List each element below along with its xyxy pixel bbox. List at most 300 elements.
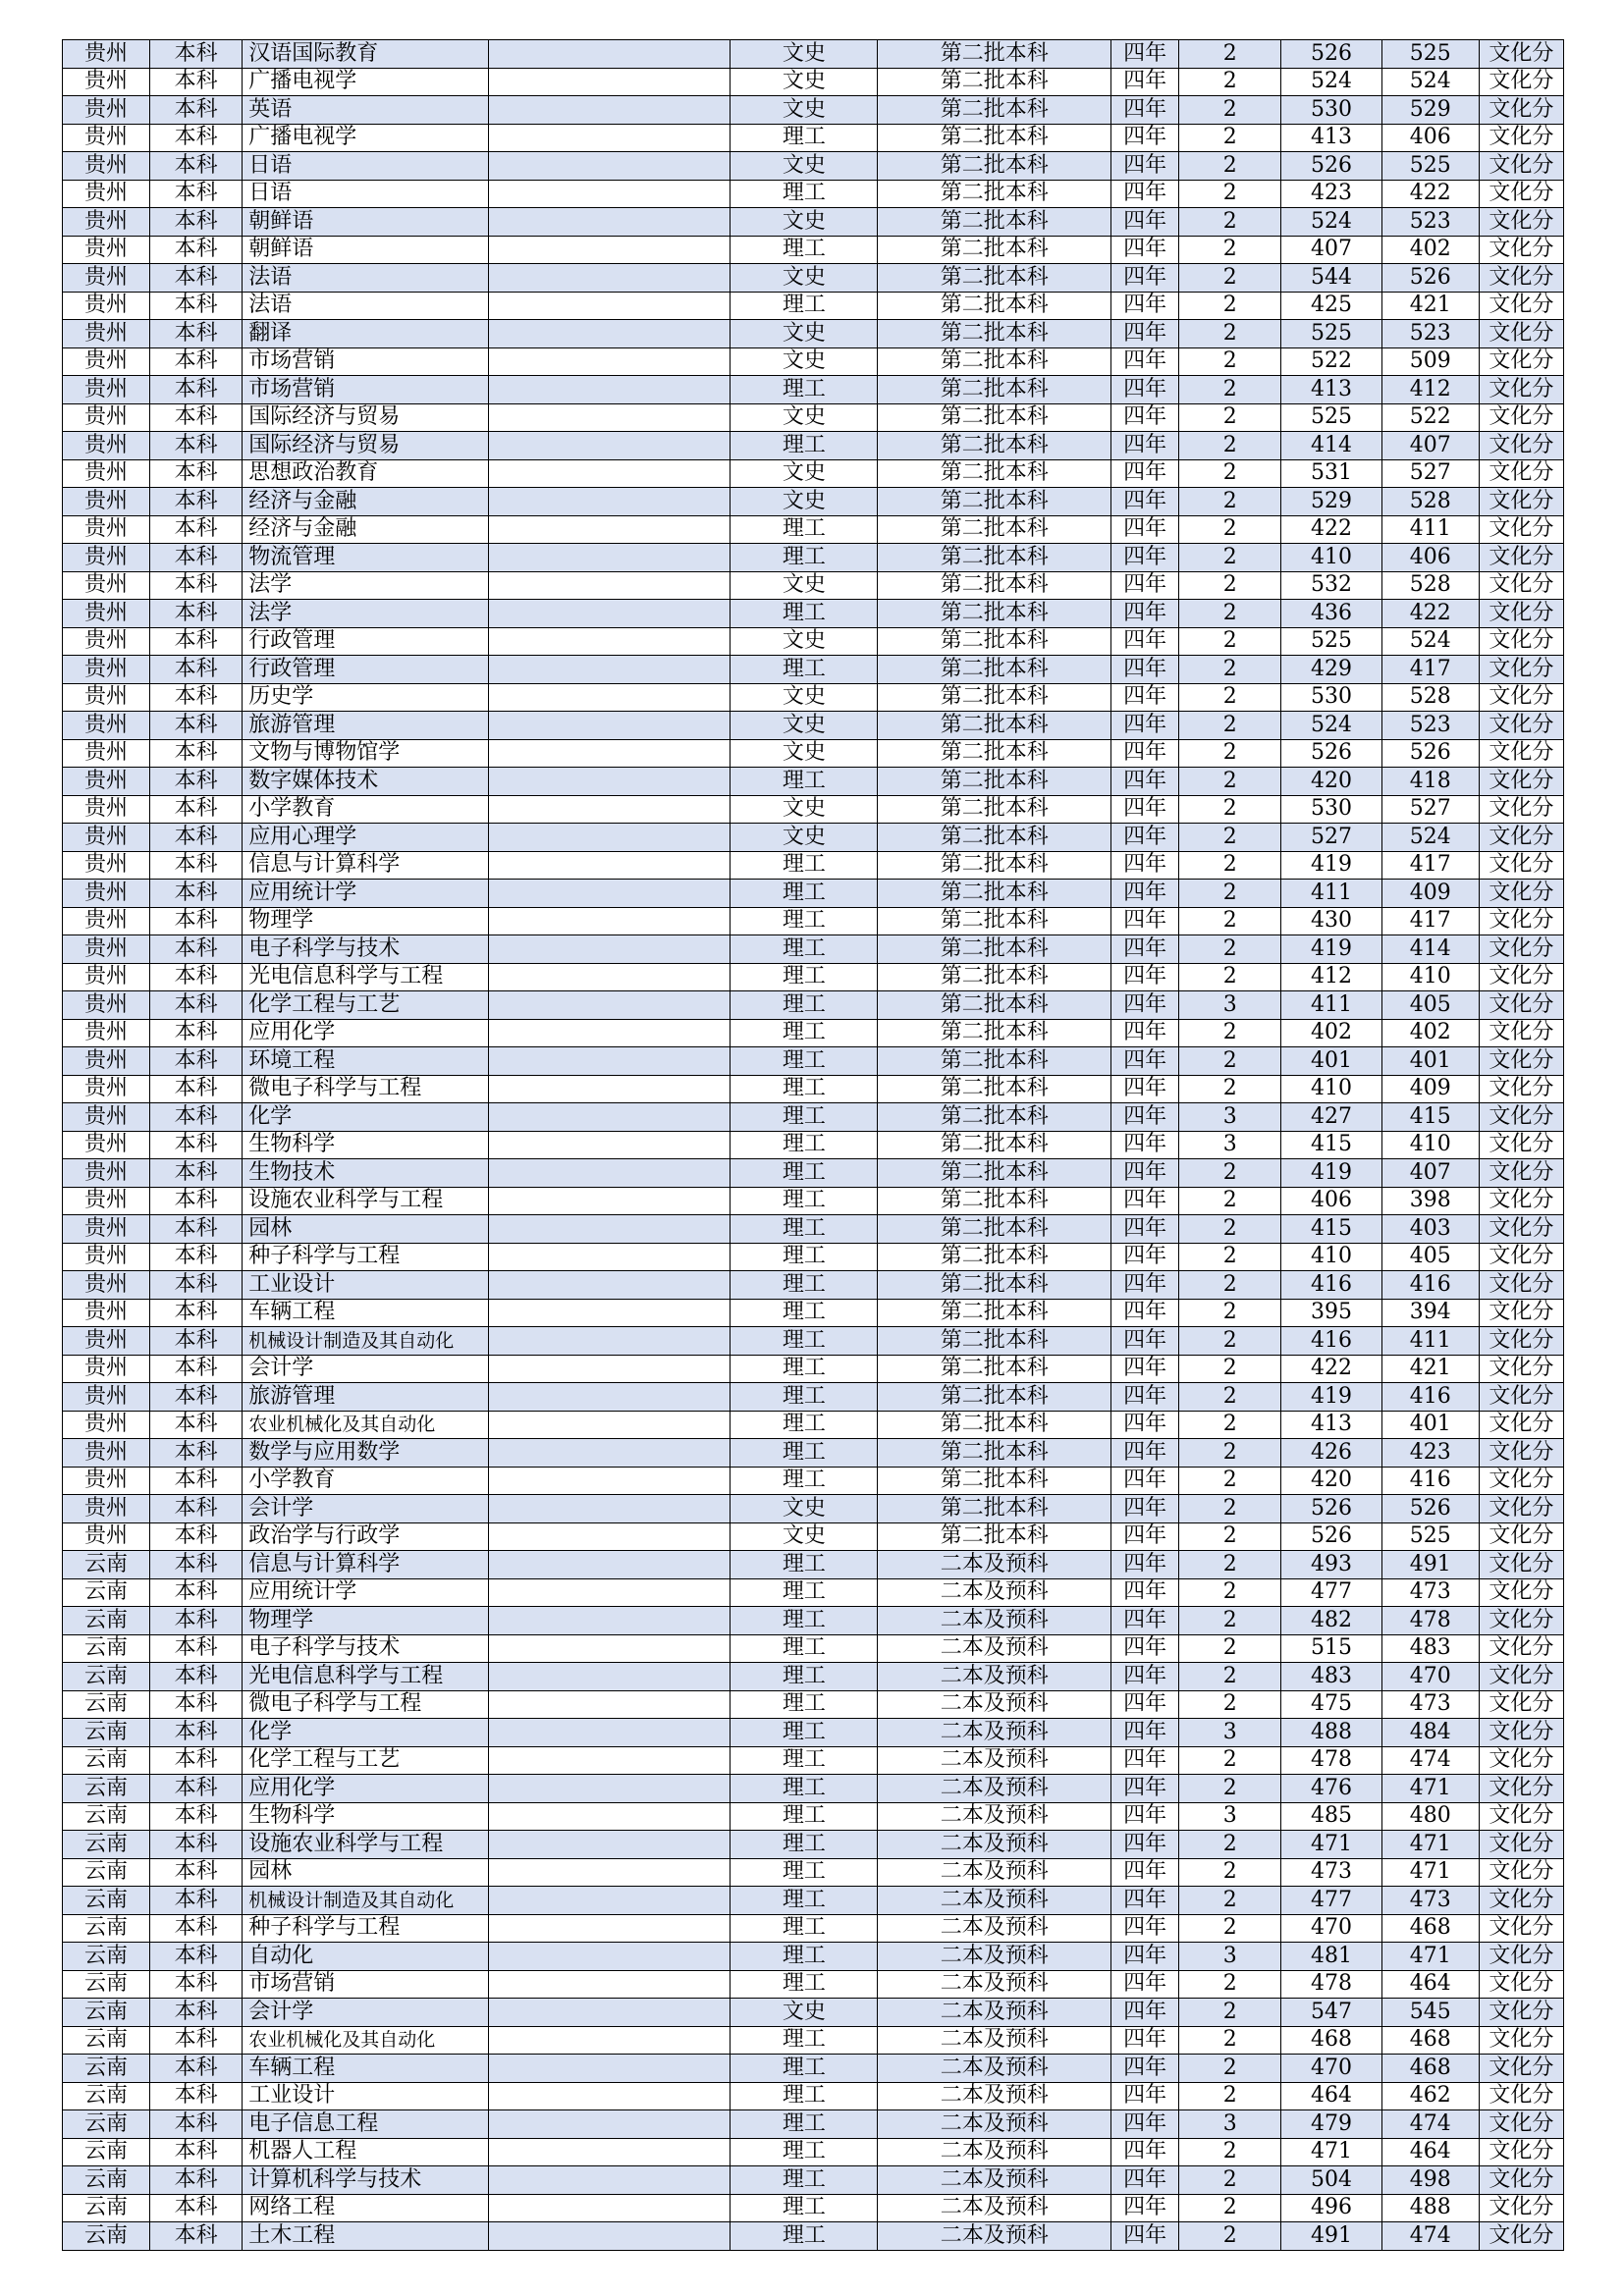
province-cell: 贵州 [63,768,150,796]
duration-cell: 四年 [1111,1019,1179,1047]
min-score-cell: 525 [1381,1522,1479,1551]
blank-cell [489,1943,731,1971]
batch-cell: 第二批本科 [878,1495,1111,1523]
level-cell: 本科 [150,1215,243,1244]
max-score-cell: 422 [1281,515,1381,544]
score-type-cell: 文化分 [1479,2110,1563,2139]
major-cell: 电子科学与技术 [243,935,489,964]
duration-cell: 四年 [1111,292,1179,320]
subject-cell: 文史 [731,1495,878,1523]
batch-cell: 第二批本科 [878,1411,1111,1439]
score-type-cell: 文化分 [1479,292,1563,320]
duration-cell: 四年 [1111,1131,1179,1159]
subject-cell: 文史 [731,68,878,96]
table-row [63,880,1564,908]
major-cell: 法语 [243,264,489,293]
min-score-cell: 491 [1381,1551,1479,1579]
province-cell: 贵州 [63,1522,150,1551]
batch-cell: 二本及预科 [878,1551,1111,1579]
min-score-cell: 401 [1381,1411,1479,1439]
min-score-cell: 402 [1381,1019,1479,1047]
table-row [63,1159,1564,1188]
score-type-cell: 文化分 [1479,1522,1563,1551]
blank-cell [489,1327,731,1356]
score-type-cell: 文化分 [1479,1999,1563,2027]
subject-cell: 理工 [731,1634,878,1663]
level-cell: 本科 [150,571,243,600]
batch-cell: 第二批本科 [878,739,1111,768]
min-score-cell: 471 [1381,1775,1479,1803]
level-cell: 本科 [150,1075,243,1103]
major-cell: 政治学与行政学 [243,1522,489,1551]
score-type-cell: 文化分 [1479,1075,1563,1103]
subject-cell: 理工 [731,1019,878,1047]
batch-cell: 第二批本科 [878,1187,1111,1215]
blank-cell [489,1802,731,1831]
province-cell: 贵州 [63,1019,150,1047]
duration-cell: 四年 [1111,236,1179,264]
batch-cell: 第二批本科 [878,571,1111,600]
table-row [63,1578,1564,1607]
plan-count-cell: 2 [1179,515,1281,544]
plan-count-cell: 3 [1179,991,1281,1020]
score-type-cell: 文化分 [1479,1690,1563,1719]
level-cell: 本科 [150,683,243,712]
level-cell: 本科 [150,1607,243,1635]
plan-count-cell: 2 [1179,1858,1281,1887]
province-cell: 云南 [63,1663,150,1691]
min-score-cell: 416 [1381,1467,1479,1495]
batch-cell: 第二批本科 [878,320,1111,348]
blank-cell [489,2110,731,2139]
table-row [63,1970,1564,1999]
table-row [63,515,1564,544]
min-score-cell: 411 [1381,515,1479,544]
batch-cell: 第二批本科 [878,795,1111,824]
batch-cell: 二本及预科 [878,1914,1111,1943]
province-cell: 贵州 [63,488,150,516]
blank-cell [489,1467,731,1495]
duration-cell: 四年 [1111,963,1179,991]
blank-cell [489,824,731,852]
major-cell: 市场营销 [243,1970,489,1999]
max-score-cell: 525 [1281,403,1381,432]
max-score-cell: 477 [1281,1578,1381,1607]
batch-cell: 第二批本科 [878,627,1111,656]
blank-cell [489,963,731,991]
plan-count-cell: 2 [1179,124,1281,152]
blank-cell [489,320,731,348]
score-type-cell: 文化分 [1479,40,1563,69]
max-score-cell: 414 [1281,432,1381,460]
major-cell: 微电子科学与工程 [243,1690,489,1719]
table-row [63,712,1564,740]
level-cell: 本科 [150,1802,243,1831]
blank-cell [489,1578,731,1607]
plan-count-cell: 2 [1179,1999,1281,2027]
table-row [63,2110,1564,2139]
plan-count-cell: 3 [1179,1103,1281,1132]
level-cell: 本科 [150,1970,243,1999]
duration-cell: 四年 [1111,627,1179,656]
table-row [63,1327,1564,1356]
level-cell: 本科 [150,96,243,125]
major-cell: 会计学 [243,1495,489,1523]
max-score-cell: 402 [1281,1019,1381,1047]
level-cell: 本科 [150,824,243,852]
min-score-cell: 524 [1381,68,1479,96]
table-row [63,907,1564,935]
subject-cell: 理工 [731,1159,878,1188]
plan-count-cell: 2 [1179,2138,1281,2166]
plan-count-cell: 2 [1179,824,1281,852]
major-cell: 小学教育 [243,795,489,824]
score-type-cell: 文化分 [1479,2026,1563,2055]
min-score-cell: 418 [1381,768,1479,796]
table-row [63,292,1564,320]
level-cell: 本科 [150,152,243,181]
table-row [63,2055,1564,2083]
table-row [63,1495,1564,1523]
score-type-cell: 文化分 [1479,152,1563,181]
major-cell: 化学 [243,1103,489,1132]
min-score-cell: 523 [1381,712,1479,740]
major-cell: 网络工程 [243,2194,489,2222]
blank-cell [489,1663,731,1691]
score-type-cell: 文化分 [1479,208,1563,237]
plan-count-cell: 3 [1179,1131,1281,1159]
plan-count-cell: 2 [1179,208,1281,237]
max-score-cell: 422 [1281,1355,1381,1383]
level-cell: 本科 [150,2138,243,2166]
table-row [63,347,1564,376]
level-cell: 本科 [150,236,243,264]
subject-cell: 文史 [731,824,878,852]
max-score-cell: 524 [1281,712,1381,740]
duration-cell: 四年 [1111,376,1179,404]
plan-count-cell: 2 [1179,152,1281,181]
major-cell: 信息与计算科学 [243,1551,489,1579]
score-type-cell: 文化分 [1479,2138,1563,2166]
subject-cell: 理工 [731,1215,878,1244]
score-type-cell: 文化分 [1479,935,1563,964]
max-score-cell: 430 [1281,907,1381,935]
table-row [63,68,1564,96]
duration-cell: 四年 [1111,1327,1179,1356]
min-score-cell: 421 [1381,1355,1479,1383]
min-score-cell: 526 [1381,739,1479,768]
blank-cell [489,1999,731,2027]
table-row [63,1383,1564,1412]
batch-cell: 第二批本科 [878,432,1111,460]
level-cell: 本科 [150,40,243,69]
table-row [63,1802,1564,1831]
max-score-cell: 493 [1281,1551,1381,1579]
min-score-cell: 474 [1381,2222,1479,2251]
blank-cell [489,68,731,96]
subject-cell: 理工 [731,768,878,796]
max-score-cell: 410 [1281,544,1381,572]
province-cell: 贵州 [63,1327,150,1356]
min-score-cell: 470 [1381,1663,1479,1691]
batch-cell: 第二批本科 [878,1103,1111,1132]
table-row [63,1999,1564,2027]
subject-cell: 理工 [731,2222,878,2251]
province-cell: 贵州 [63,1187,150,1215]
score-type-cell: 文化分 [1479,1159,1563,1188]
major-cell: 行政管理 [243,656,489,684]
blank-cell [489,152,731,181]
province-cell: 云南 [63,1999,150,2027]
max-score-cell: 478 [1281,1970,1381,1999]
score-type-cell: 文化分 [1479,264,1563,293]
duration-cell: 四年 [1111,935,1179,964]
plan-count-cell: 2 [1179,236,1281,264]
table-row [63,991,1564,1020]
plan-count-cell: 2 [1179,2194,1281,2222]
batch-cell: 第二批本科 [878,600,1111,628]
subject-cell: 理工 [731,1243,878,1271]
batch-cell: 二本及预科 [878,2055,1111,2083]
min-score-cell: 528 [1381,571,1479,600]
batch-cell: 第二批本科 [878,1243,1111,1271]
min-score-cell: 471 [1381,1858,1479,1887]
score-type-cell: 文化分 [1479,2222,1563,2251]
batch-cell: 第二批本科 [878,403,1111,432]
level-cell: 本科 [150,1327,243,1356]
plan-count-cell: 2 [1179,1607,1281,1635]
duration-cell: 四年 [1111,880,1179,908]
province-cell: 云南 [63,1690,150,1719]
duration-cell: 四年 [1111,40,1179,69]
table-row [63,1131,1564,1159]
level-cell: 本科 [150,1411,243,1439]
major-cell: 园林 [243,1858,489,1887]
duration-cell: 四年 [1111,991,1179,1020]
province-cell: 贵州 [63,907,150,935]
province-cell: 贵州 [63,544,150,572]
min-score-cell: 394 [1381,1299,1479,1327]
plan-count-cell: 2 [1179,907,1281,935]
subject-cell: 理工 [731,963,878,991]
plan-count-cell: 2 [1179,68,1281,96]
major-cell: 电子科学与技术 [243,1634,489,1663]
duration-cell: 四年 [1111,907,1179,935]
max-score-cell: 411 [1281,880,1381,908]
level-cell: 本科 [150,1914,243,1943]
plan-count-cell: 2 [1179,1019,1281,1047]
level-cell: 本科 [150,1383,243,1412]
major-cell: 工业设计 [243,1271,489,1300]
plan-count-cell: 2 [1179,795,1281,824]
score-type-cell: 文化分 [1479,515,1563,544]
blank-cell [489,2026,731,2055]
score-type-cell: 文化分 [1479,991,1563,1020]
plan-count-cell: 2 [1179,1746,1281,1775]
major-cell: 历史学 [243,683,489,712]
subject-cell: 理工 [731,1075,878,1103]
blank-cell [489,544,731,572]
min-score-cell: 410 [1381,1131,1479,1159]
plan-count-cell: 2 [1179,1634,1281,1663]
min-score-cell: 414 [1381,935,1479,964]
duration-cell: 四年 [1111,68,1179,96]
plan-count-cell: 2 [1179,1970,1281,1999]
subject-cell: 理工 [731,851,878,880]
score-type-cell: 文化分 [1479,1943,1563,1971]
max-score-cell: 475 [1281,1690,1381,1719]
table-row [63,236,1564,264]
plan-count-cell: 2 [1179,376,1281,404]
subject-cell: 理工 [731,1690,878,1719]
score-type-cell: 文化分 [1479,1187,1563,1215]
score-type-cell: 文化分 [1479,600,1563,628]
subject-cell: 理工 [731,1299,878,1327]
max-score-cell: 410 [1281,1243,1381,1271]
max-score-cell: 473 [1281,1858,1381,1887]
table-row [63,96,1564,125]
province-cell: 云南 [63,1914,150,1943]
table-row [63,1411,1564,1439]
min-score-cell: 415 [1381,1103,1479,1132]
blank-cell [489,656,731,684]
duration-cell: 四年 [1111,347,1179,376]
province-cell: 贵州 [63,1159,150,1188]
duration-cell: 四年 [1111,1047,1179,1076]
province-cell: 云南 [63,1858,150,1887]
score-type-cell: 文化分 [1479,1047,1563,1076]
score-type-cell: 文化分 [1479,1439,1563,1468]
score-type-cell: 文化分 [1479,2166,1563,2195]
table-row [63,1467,1564,1495]
subject-cell: 文史 [731,403,878,432]
province-cell: 贵州 [63,432,150,460]
batch-cell: 第二批本科 [878,712,1111,740]
blank-cell [489,991,731,1020]
min-score-cell: 471 [1381,1831,1479,1859]
major-cell: 信息与计算科学 [243,851,489,880]
province-cell: 云南 [63,2110,150,2139]
plan-count-cell: 2 [1179,656,1281,684]
plan-count-cell: 2 [1179,1411,1281,1439]
blank-cell [489,1551,731,1579]
score-type-cell: 文化分 [1479,963,1563,991]
plan-count-cell: 2 [1179,1522,1281,1551]
min-score-cell: 406 [1381,124,1479,152]
plan-count-cell: 2 [1179,1439,1281,1468]
plan-count-cell: 2 [1179,2026,1281,2055]
subject-cell: 理工 [731,935,878,964]
major-cell: 生物科学 [243,1131,489,1159]
duration-cell: 四年 [1111,1467,1179,1495]
major-cell: 车辆工程 [243,1299,489,1327]
max-score-cell: 470 [1281,2055,1381,2083]
subject-cell: 文史 [731,320,878,348]
table-row [63,627,1564,656]
score-type-cell: 文化分 [1479,1634,1563,1663]
level-cell: 本科 [150,656,243,684]
score-type-cell: 文化分 [1479,1243,1563,1271]
blank-cell [489,347,731,376]
max-score-cell: 471 [1281,1831,1381,1859]
min-score-cell: 478 [1381,1607,1479,1635]
min-score-cell: 462 [1381,2082,1479,2110]
blank-cell [489,1383,731,1412]
major-cell: 物理学 [243,907,489,935]
plan-count-cell: 2 [1179,935,1281,964]
batch-cell: 第二批本科 [878,656,1111,684]
major-cell: 种子科学与工程 [243,1914,489,1943]
batch-cell: 二本及预科 [878,1663,1111,1691]
table-row [63,208,1564,237]
subject-cell: 理工 [731,2082,878,2110]
plan-count-cell: 2 [1179,1187,1281,1215]
min-score-cell: 483 [1381,1634,1479,1663]
plan-count-cell: 2 [1179,1047,1281,1076]
level-cell: 本科 [150,292,243,320]
blank-cell [489,1159,731,1188]
table-row [63,1634,1564,1663]
score-type-cell: 文化分 [1479,851,1563,880]
table-row [63,2194,1564,2222]
batch-cell: 第二批本科 [878,347,1111,376]
plan-count-cell: 2 [1179,292,1281,320]
batch-cell: 第二批本科 [878,1271,1111,1300]
subject-cell: 文史 [731,488,878,516]
max-score-cell: 525 [1281,627,1381,656]
level-cell: 本科 [150,1187,243,1215]
plan-count-cell: 2 [1179,1327,1281,1356]
subject-cell: 理工 [731,880,878,908]
table-row [63,1019,1564,1047]
table-row [63,1943,1564,1971]
level-cell: 本科 [150,403,243,432]
province-cell: 贵州 [63,320,150,348]
max-score-cell: 531 [1281,459,1381,488]
min-score-cell: 471 [1381,1943,1479,1971]
blank-cell [489,795,731,824]
batch-cell: 第二批本科 [878,1439,1111,1468]
major-cell: 应用心理学 [243,824,489,852]
table-row [63,1746,1564,1775]
max-score-cell: 526 [1281,1522,1381,1551]
batch-cell: 第二批本科 [878,880,1111,908]
batch-cell: 第二批本科 [878,963,1111,991]
blank-cell [489,1047,731,1076]
blank-cell [489,2166,731,2195]
major-cell: 旅游管理 [243,712,489,740]
major-cell: 数字媒体技术 [243,768,489,796]
score-type-cell: 文化分 [1479,1551,1563,1579]
duration-cell: 四年 [1111,1858,1179,1887]
min-score-cell: 473 [1381,1690,1479,1719]
batch-cell: 二本及预科 [878,1858,1111,1887]
blank-cell [489,1607,731,1635]
score-type-cell: 文化分 [1479,627,1563,656]
subject-cell: 文史 [731,264,878,293]
score-type-cell: 文化分 [1479,1887,1563,1915]
subject-cell: 理工 [731,2194,878,2222]
subject-cell: 理工 [731,236,878,264]
major-cell: 日语 [243,180,489,208]
plan-count-cell: 3 [1179,1719,1281,1747]
province-cell: 云南 [63,1970,150,1999]
plan-count-cell: 2 [1179,851,1281,880]
duration-cell: 四年 [1111,1970,1179,1999]
batch-cell: 二本及预科 [878,2222,1111,2251]
subject-cell: 文史 [731,627,878,656]
min-score-cell: 525 [1381,40,1479,69]
